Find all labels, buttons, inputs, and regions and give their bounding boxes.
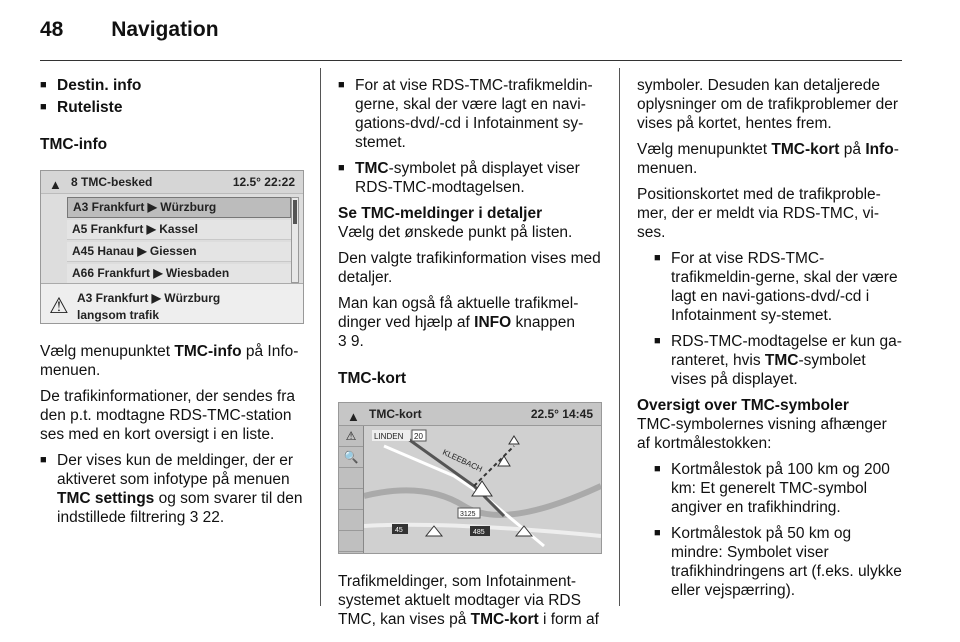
list-item[interactable]: A5 Frankfurt ▶ Kassel	[67, 220, 291, 240]
scrollbar-thumb[interactable]	[293, 200, 297, 224]
screen-title: 8 TMC-besked	[71, 175, 153, 189]
map-graphic	[364, 426, 601, 553]
map-label: 485	[473, 529, 485, 536]
screen-title: TMC-kort	[369, 407, 422, 421]
toolbar-slot[interactable]	[339, 510, 363, 531]
map-label: 45	[395, 527, 403, 534]
bullet-item: ■ For at vise RDS-TMC-trafikmeldin-gerne, skal der være lagt en navi-gations-dvd/-cd i Infotainment sy-stemet.	[654, 249, 903, 325]
navigation-arrow-icon: ▲	[347, 409, 360, 424]
paragraph: Vælg menupunktet TMC-kort på Info-menuen.	[637, 141, 899, 177]
map-side-toolbar	[339, 426, 364, 553]
toolbar-slot[interactable]	[339, 489, 363, 510]
screen-status: 22.5° 14:45	[530, 407, 593, 421]
page-reference: 3 9.	[338, 333, 364, 350]
column-1	[40, 76, 305, 534]
heading-tmc-kort: TMC-kort	[338, 370, 407, 387]
paragraph: Den valgte trafikinformation vises med detaljer.	[338, 250, 601, 286]
bullet-item: ■ Der vises kun de meldinger, der er aktiveret som infotype på menuen TMC settings og som svarer til den indstillede filtrering 3 22.	[40, 451, 305, 527]
map-label: 20	[414, 432, 423, 441]
bullet-item: ■ For at vise RDS-TMC-trafikmeldin-gerne, skal der være lagt en navi-gations-dvd/-cd i Infotainment sy-stemet.	[338, 76, 606, 152]
toolbar-slot[interactable]	[339, 468, 363, 489]
subheading: Se TMC-meldinger i detaljer	[338, 205, 543, 222]
list-item[interactable]: A66 Frankfurt ▶ Wiesbaden	[67, 264, 291, 284]
paragraph: Man kan også få aktuelle trafikmel-dinger ved hjælp af INFO knappen 3 9.	[338, 295, 579, 350]
message-detail	[41, 283, 303, 323]
column-divider-2	[619, 68, 620, 606]
screen-status: 12.5° 22:22	[232, 175, 295, 189]
map-label: LINDEN	[374, 432, 404, 441]
page-title: Navigation	[111, 18, 219, 41]
bullet-item: ■ Kortmålestok på 100 km og 200 km: Et generelt TMC-symbol angiver en trafikhindring.	[654, 460, 903, 517]
toolbar-slot[interactable]	[339, 531, 363, 552]
navigation-arrow-icon: ▲	[49, 177, 62, 192]
warning-icon: ⚠	[49, 293, 69, 318]
paragraph: symboler. Desuden kan detaljerede oplysninger om de trafikproblemer der vises på kortet, hentes frem.	[637, 77, 899, 132]
screen-titlebar	[41, 171, 303, 194]
heading-tmc-info: TMC-info	[40, 136, 108, 153]
header-rule	[40, 60, 902, 61]
detail-route: A3 Frankfurt ▶ Würzburg	[77, 291, 221, 305]
subheading: Oversigt over TMC-symboler	[637, 397, 849, 414]
map-label: 3125	[460, 511, 476, 518]
detail-status: langsom trafik	[77, 308, 160, 322]
list-item[interactable]: A3 Frankfurt ▶ Würzburg	[67, 197, 291, 218]
bullet-destin-info: ■ Destin. info	[40, 76, 305, 95]
tmc-message-list	[67, 197, 291, 286]
paragraph: TMC-symbolernes visning afhænger af kortmålestokken:	[637, 416, 887, 452]
paragraph: Vælg det ønskede punkt på listen.	[338, 224, 573, 241]
list-item[interactable]: A45 Hanau ▶ Giessen	[67, 242, 291, 262]
page-number: 48	[40, 18, 64, 41]
paragraph: Trafikmeldinger, som Infotainment-systemet aktuelt modtager via RDS TMC, kan vises på TMC-kort i form af	[338, 573, 599, 628]
column-divider-1	[320, 68, 321, 606]
page-header	[40, 18, 219, 42]
column-2	[338, 76, 606, 636]
screen-titlebar	[339, 403, 601, 426]
column-3	[637, 76, 903, 607]
map-label: KLEEBACH	[441, 447, 484, 474]
bullet-item: ■ RDS-TMC-modtagelse er kun ga-ranteret, hvis TMC-symbolet vises på displayet.	[654, 332, 903, 389]
bullet-ruteliste: ■ Ruteliste	[40, 98, 305, 117]
bullet-item: ■ Kortmålestok på 50 km og mindre: Symbolet viser trafikhindringens art (f.eks. ulykke eller vejspærring).	[654, 524, 903, 600]
list-scrollbar[interactable]	[291, 197, 299, 283]
zoom-icon[interactable]: 🔍	[339, 447, 363, 468]
paragraph: De trafikinformationer, der sendes fra den p.t. modtagne RDS-TMC-station ses med en kort oversigt i en liste.	[40, 388, 296, 443]
map-view[interactable]	[364, 426, 601, 553]
paragraph: Vælg menupunktet TMC-info på Info-menuen.	[40, 343, 299, 379]
page-reference: 3 22.	[189, 509, 225, 526]
bullet-item: ■ TMC-symbolet på displayet viser RDS-TMC-modtagelsen.	[338, 159, 606, 197]
paragraph: Positionskortet med de trafikproble-mer, der er meldt via RDS-TMC, vi-ses.	[637, 186, 881, 241]
warning-icon[interactable]: ⚠	[339, 426, 363, 447]
tmc-map-screen	[338, 402, 602, 554]
tmc-info-screen	[40, 170, 304, 324]
